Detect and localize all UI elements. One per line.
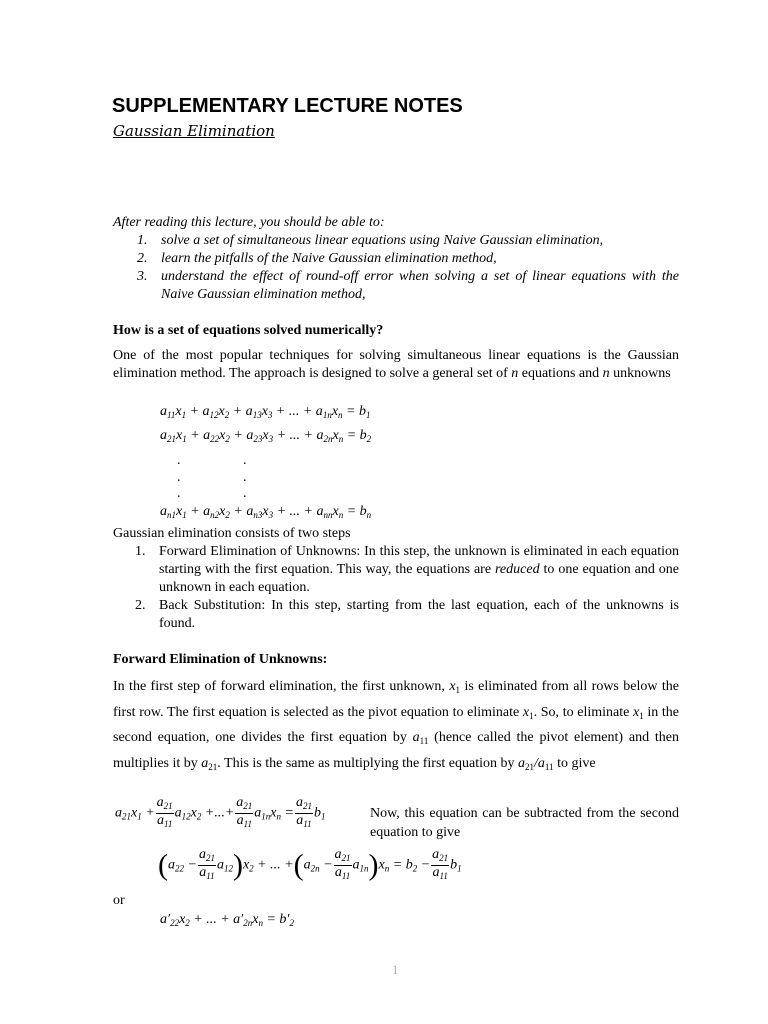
page-title: SUPPLEMENTARY LECTURE NOTES	[112, 95, 463, 117]
objectives-list	[137, 232, 679, 304]
objective-item: 1. solve a set of simultaneous linear equations using Naive Gaussian elimination,	[137, 233, 604, 248]
equation-row-n: $a_{n1}x_1 + a_{n2}x_2 + a_{n3}x_3$ + ... + $a_{nn}x_n = b_n$	[160, 504, 372, 520]
ellipsis-dot: .	[243, 453, 247, 468]
intro-paragraph: One of the most popular techniques for solving simultaneous linear equations is the Gaussian elimination method. The approach is designed to solve a general set of n equations and n unknowns	[113, 348, 679, 381]
objectives-intro: After reading this lecture, you should be able to:	[113, 215, 385, 230]
page-subtitle: Gaussian Elimination	[113, 122, 275, 140]
subtract-note: Now, this equation can be subtracted from the second equation to give	[370, 806, 679, 840]
forward-elimination-paragraph: In the first step of forward elimination, the first unknown, $x_1$ is eliminated from all rows below the first row. The first equation is selected as the pivot equation to eliminate $x_1$. So, to eliminate $x_1$ in the second equation, one divides the first equation by $a_{11}$ (hence called the pivot element) and then multiplies it by $a_{21}$. This is the same as multiplying the first equation by $a_{21}/a_{11}$ to give	[113, 679, 680, 772]
equation-row-1: $a_{11}x_1 + a_{12}x_2 + a_{13}x_3$ + ... + $a_{1n}x_n = b_1$	[160, 404, 371, 420]
steps-intro: Gaussian elimination consists of two steps	[113, 526, 351, 541]
section-heading-forward-elimination: Forward Elimination of Unknowns:	[113, 652, 328, 667]
ellipsis-dot: .	[243, 486, 247, 501]
page-number: 1	[392, 962, 399, 977]
step-item: 1. Forward Elimination of Unknowns: In this step, the unknown is eliminated in each equation starting with the first equation. This way, the equations are reduced to one equation and one unknown in each equation.	[135, 544, 679, 595]
equation-row-2: $a_{21}x_1 + a_{22}x_2 + a_{23}x_3$ + ... + $a_{2n}x_n = b_2$	[160, 428, 372, 444]
reduced-equation: $a'_{22}x_2$ + ... + $a'_{2n}x_n = b'_2$	[160, 912, 294, 928]
ellipsis-dot: .	[177, 486, 181, 501]
step-item: 2. Back Substitution: In this step, starting from the last equation, each of the unknowns is found.	[135, 598, 679, 631]
steps-list	[135, 543, 679, 633]
ellipsis-dot: .	[243, 470, 247, 485]
objective-item: 2. learn the pitfalls of the Naive Gaussian elimination method,	[137, 251, 497, 266]
objective-item: 3. understand the effect of round-off error when solving a set of linear equations with the Naive Gaussian elimination method,	[137, 269, 679, 302]
ellipsis-dot: .	[177, 453, 181, 468]
section-heading-numerical: How is a set of equations solved numerically?	[113, 323, 384, 338]
scaled-equation: $a_{21}x_1$ + $\frac{a_{21}}{a_{11}}$ $a_{12}x_2$ +...+ $\frac{a_{21}}{a_{11}}$ $a_{1n}x_n$ = $\frac{a_{21}}{a_{11}}$ $b_1$	[115, 795, 326, 829]
ellipsis-dot: .	[177, 470, 181, 485]
subtracted-equation: ($a_{22}$ − $\frac{a_{21}}{a_{11}}$ $a_{12})x_2$ + ... $+(a_{2n}$ − $\frac{a_{21}}{a_{11}}$ $a_{1n})x_n = b_2$ − $\frac{a_{21}}{a_{11}}$ $b_1$	[158, 847, 462, 882]
or-label: or	[113, 893, 125, 908]
